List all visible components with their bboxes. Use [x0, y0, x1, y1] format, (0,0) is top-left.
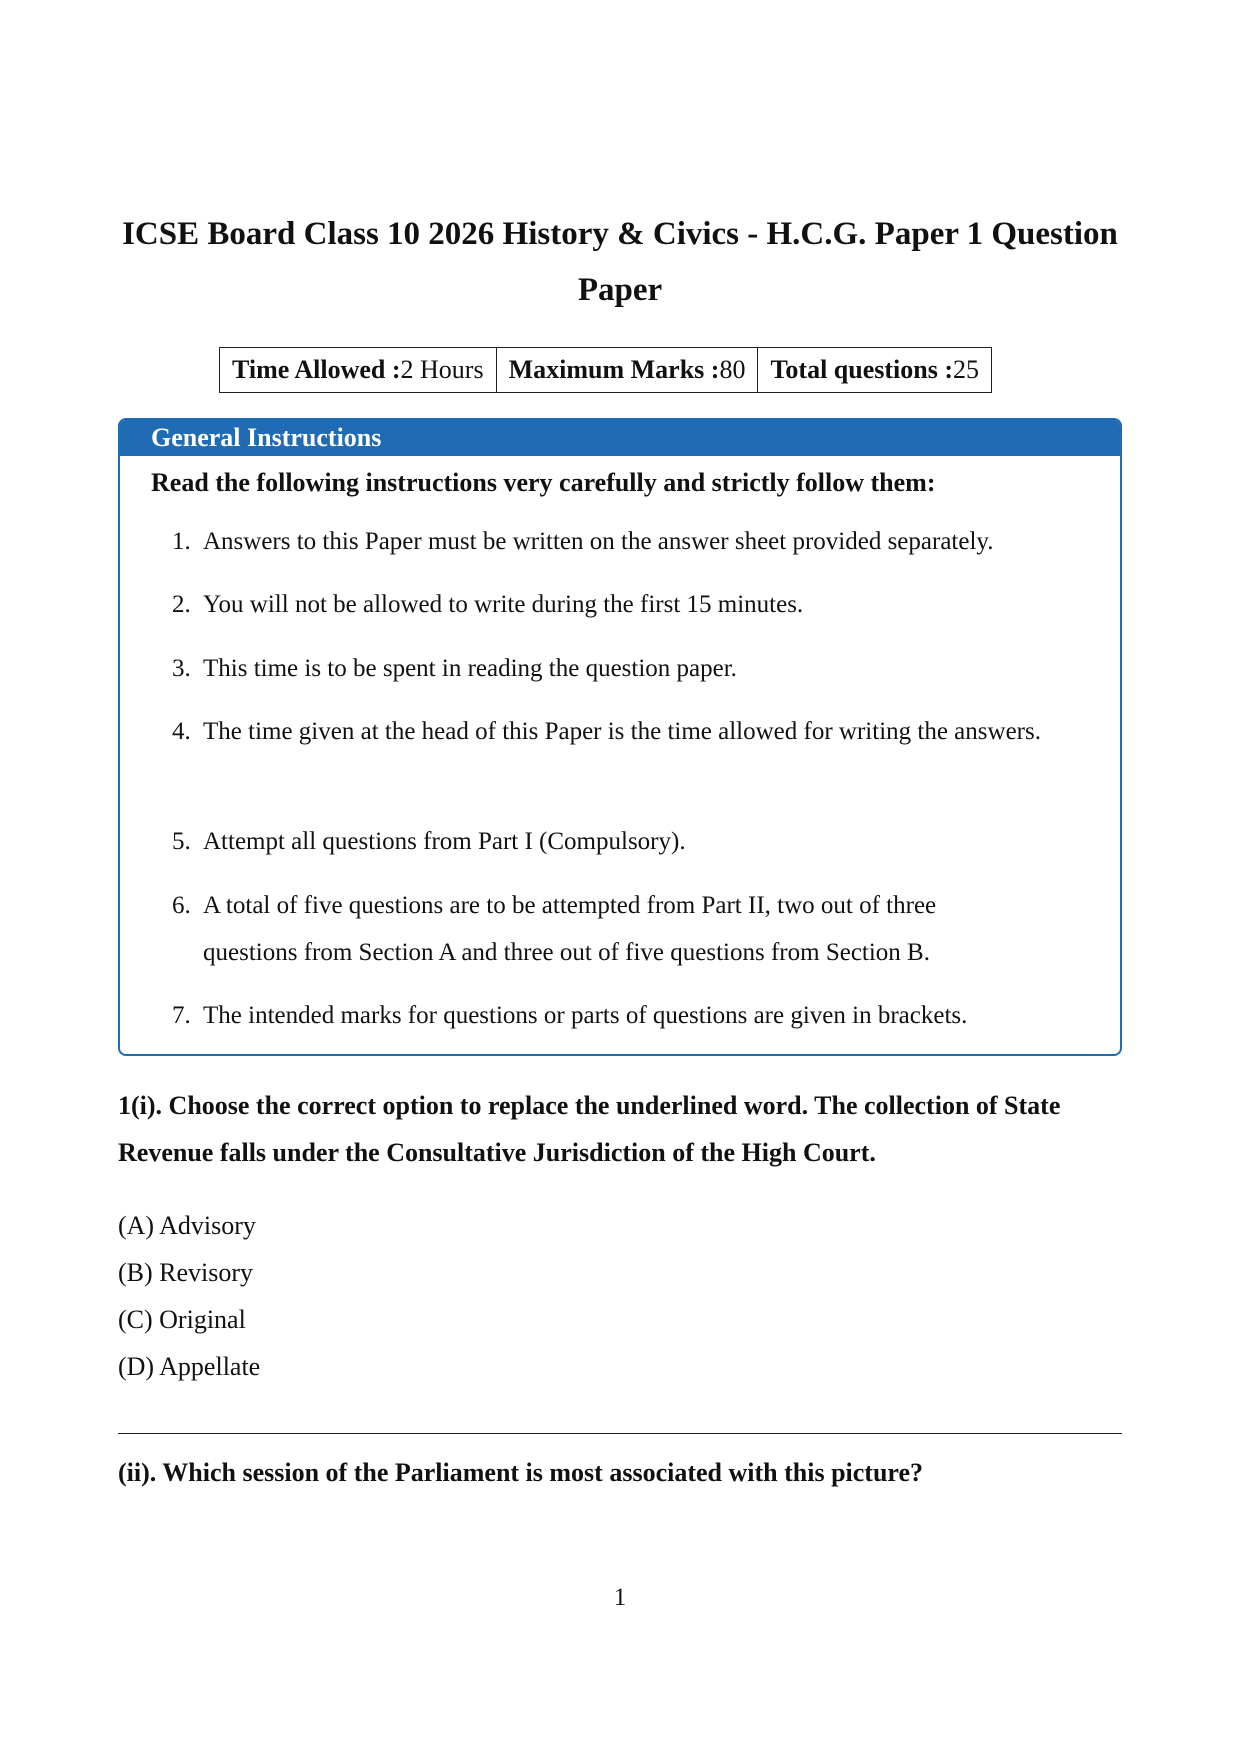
instruction-item	[172, 992, 1072, 1039]
instruction-number: 2.	[172, 591, 191, 618]
page-title: ICSE Board Class 10 2026 History & Civics - H.C.G. Paper 1 Question Paper	[122, 216, 1118, 308]
instruction-item	[172, 882, 1032, 976]
total-questions-value: 25	[953, 355, 979, 384]
instruction-number: 1.	[172, 528, 191, 555]
instruction-item	[172, 818, 1072, 865]
instruction-text: The intended marks for questions or parts of questions are given in brackets.	[203, 1002, 968, 1029]
instruction-text: Answers to this Paper must be written on the answer sheet provided separately.	[203, 528, 994, 555]
instruction-text: This time is to be spent in reading the question paper.	[203, 655, 737, 682]
instruction-item	[172, 708, 1052, 755]
instructions-header: General Instructions	[120, 420, 1120, 456]
instruction-item	[172, 581, 1072, 628]
instruction-number: 4.	[172, 718, 191, 745]
instructions-lead: Read the following instructions very carefully and strictly follow them:	[151, 468, 936, 497]
time-allowed-cell	[220, 348, 497, 393]
question-1-ii: (ii). Which session of the Parliament is most associated with this picture?	[118, 1458, 924, 1487]
exam-meta-table	[219, 347, 992, 393]
instruction-number: 3.	[172, 655, 191, 682]
instruction-text: A total of five questions are to be attempted from Part II, two out of three questions from Section A and three out of five questions from Section B.	[203, 892, 937, 966]
time-allowed-value: 2 Hours	[400, 355, 484, 384]
instruction-text: The time given at the head of this Paper is the time allowed for writing the answers.	[203, 718, 1041, 745]
maximum-marks-cell	[496, 348, 758, 393]
question-1-i-options	[118, 1202, 260, 1390]
page-number: 1	[613, 1584, 627, 1611]
option-a: (A) Advisory	[118, 1211, 256, 1240]
total-questions-cell	[758, 348, 992, 393]
question-1-i: 1(i). Choose the correct option to replace the underlined word. The collection of State Revenue falls under the Consultative Jurisdiction of the High Court.	[118, 1091, 1061, 1167]
instruction-text: Attempt all questions from Part I (Compulsory).	[203, 828, 686, 855]
section-divider	[118, 1433, 1122, 1434]
instruction-number: 7.	[172, 1002, 191, 1029]
time-allowed-label: Time Allowed :	[232, 355, 401, 384]
general-instructions-box	[118, 418, 1122, 1056]
option-c: (C) Original	[118, 1305, 246, 1334]
maximum-marks-value: 80	[719, 355, 746, 384]
option-d: (D) Appellate	[118, 1352, 261, 1381]
instruction-number: 6.	[172, 892, 191, 919]
total-questions-label: Total questions :	[770, 355, 953, 384]
maximum-marks-label: Maximum Marks :	[508, 355, 720, 384]
instruction-item	[172, 518, 1072, 565]
option-b: (B) Revisory	[118, 1258, 254, 1287]
instruction-text: You will not be allowed to write during the first 15 minutes.	[203, 591, 804, 618]
instruction-item	[172, 645, 1072, 692]
instruction-number: 5.	[172, 828, 191, 855]
